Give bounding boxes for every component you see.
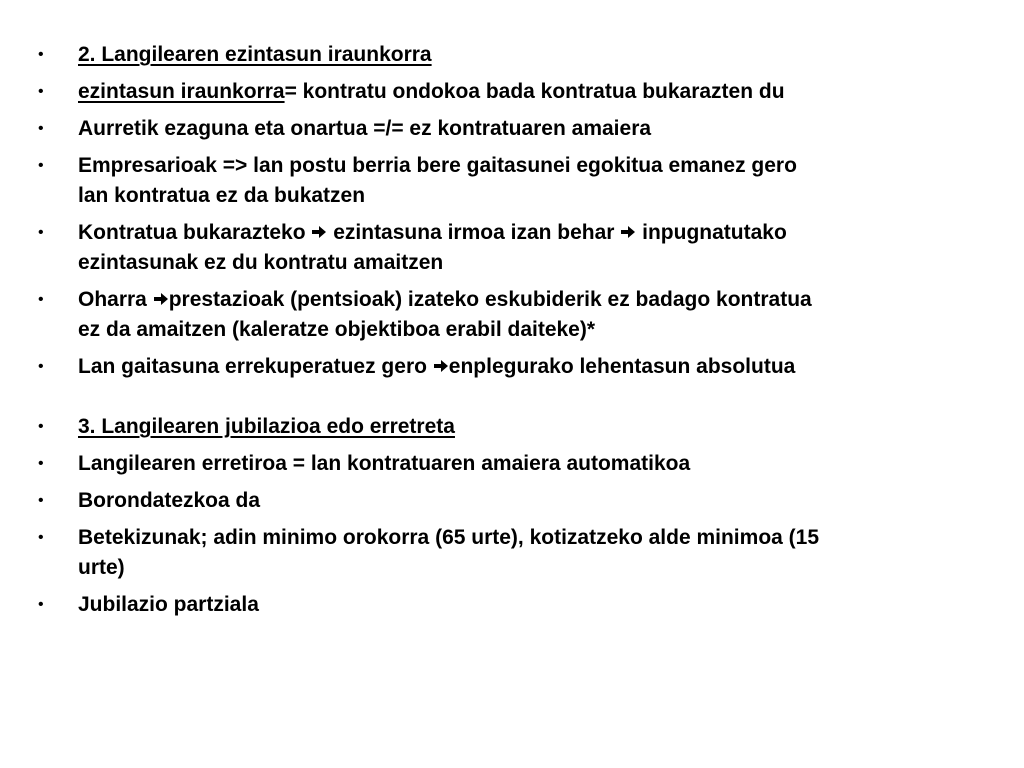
bullet-dot: • <box>38 529 44 546</box>
list-item <box>34 114 994 144</box>
item-text-part2: ezintasuna irmoa izan behar <box>327 221 621 244</box>
right-arrow-icon <box>433 358 449 374</box>
item-text-line2: ezintasunak ez du kontratu amaitzen <box>78 251 444 274</box>
item-text: Borondatezkoa da <box>78 489 261 512</box>
section-heading: 2. Langilearen ezintasun iraunkorra <box>78 43 432 66</box>
list-item <box>34 486 994 516</box>
list-item <box>34 218 994 278</box>
list-item <box>34 352 994 382</box>
item-text: Aurretik ezaguna eta onartua =/= ez kontratuaren amaiera <box>78 117 652 140</box>
bullet-dot: • <box>38 157 44 174</box>
bullet-dot: • <box>38 418 44 435</box>
list-item <box>34 285 994 345</box>
bullet-dot: • <box>38 291 44 308</box>
list-item <box>34 449 994 479</box>
list-item <box>34 151 994 211</box>
definition-text: = kontratu ondokoa bada kontratua bukarazten du <box>284 80 785 103</box>
bullet-dot: • <box>38 358 44 375</box>
item-text-part3: inpugnatutako <box>636 221 787 244</box>
bullet-dot: • <box>38 46 44 63</box>
item-text: Langilearen erretiroa = lan kontratuaren amaiera automatikoa <box>78 452 691 475</box>
right-arrow-icon <box>153 291 169 307</box>
item-text-part1: Kontratua bukarazteko <box>78 221 312 244</box>
defined-term: ezintasun iraunkorra <box>78 80 285 103</box>
list-item <box>34 590 994 620</box>
bullet-dot: • <box>38 492 44 509</box>
right-arrow-icon <box>311 224 327 240</box>
item-text-line1: Betekizunak; adin minimo orokorra (65 urte), kotizatzeko alde minimoa (15 <box>78 526 820 549</box>
list-item <box>34 523 994 583</box>
item-text-part2: prestazioak (pentsioak) izateko eskubiderik ez badago kontratua <box>168 288 812 311</box>
right-arrow-icon <box>620 224 636 240</box>
item-text-part2: enplegurako lehentasun absolutua <box>448 355 796 378</box>
item-text-part1: Oharra <box>78 288 153 311</box>
bullet-dot: • <box>38 120 44 137</box>
list-item-heading-disability <box>34 40 994 70</box>
bullet-dot: • <box>38 455 44 472</box>
section-heading: 3. Langilearen jubilazioa edo erretreta <box>78 415 455 438</box>
item-text-line2: lan kontratua ez da bukatzen <box>78 184 366 207</box>
item-text-part1: Lan gaitasuna errekuperatuez gero <box>78 355 433 378</box>
list-item-definition <box>34 77 994 107</box>
bullet-list <box>34 40 994 627</box>
bullet-dot: • <box>38 596 44 613</box>
item-text: Jubilazio partziala <box>78 593 259 616</box>
item-text-line1: Empresarioak => lan postu berria bere gaitasunei egokitua emanez gero <box>78 154 797 177</box>
list-item-heading-retirement <box>34 412 994 442</box>
item-text-line2: urte) <box>78 556 125 579</box>
bullet-dot: • <box>38 83 44 100</box>
item-text-line2: ez da amaitzen (kaleratze objektiboa erabil daiteke)* <box>78 318 596 341</box>
bullet-dot: • <box>38 224 44 241</box>
